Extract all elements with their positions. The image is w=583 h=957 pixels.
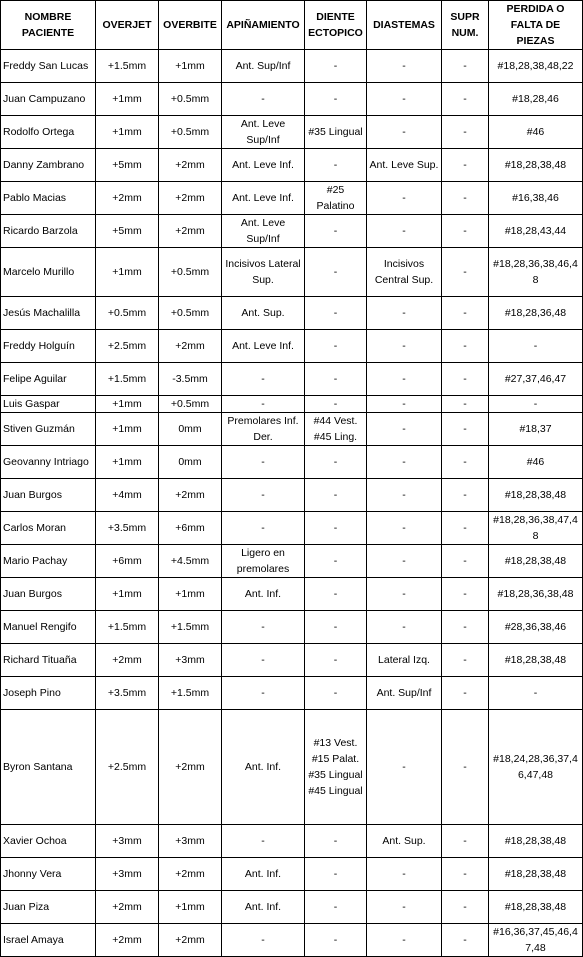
- perdida-cell: #16,36,37,45,46,47,48: [489, 924, 583, 957]
- overjet-cell: +1mm: [96, 396, 159, 413]
- perdida-cell: -: [489, 396, 583, 413]
- table-row: [1, 149, 583, 182]
- patient-name: Geovanny Intriago: [1, 446, 96, 479]
- table-row: [1, 446, 583, 479]
- overbite-cell: +2mm: [159, 858, 222, 891]
- ectopico-cell: -: [305, 363, 367, 396]
- ectopico-cell: #44 Vest. #45 Ling.: [305, 413, 367, 446]
- diastemas-cell: -: [367, 891, 442, 924]
- patient-name: Juan Campuzano: [1, 83, 96, 116]
- patient-name: Marcelo Murillo: [1, 248, 96, 297]
- perdida-cell: -: [489, 677, 583, 710]
- patient-name: Byron Santana: [1, 710, 96, 825]
- table-row: [1, 825, 583, 858]
- overbite-cell: +0.5mm: [159, 116, 222, 149]
- diastemas-cell: Lateral Izq.: [367, 644, 442, 677]
- overbite-cell: +2mm: [159, 924, 222, 957]
- overbite-cell: +1.5mm: [159, 677, 222, 710]
- patient-name: Jesús Machalilla: [1, 297, 96, 330]
- supr-cell: -: [442, 512, 489, 545]
- ectopico-cell: -: [305, 924, 367, 957]
- supr-cell: -: [442, 545, 489, 578]
- overjet-cell: +1mm: [96, 578, 159, 611]
- diastemas-cell: Ant. Leve Sup.: [367, 149, 442, 182]
- apinamiento-cell: -: [222, 924, 305, 957]
- overjet-cell: +1mm: [96, 248, 159, 297]
- header-apinamiento: APIÑAMIENTO: [222, 1, 305, 50]
- diastemas-cell: -: [367, 924, 442, 957]
- perdida-cell: #18,24,28,36,37,46,47,48: [489, 710, 583, 825]
- header-supr: SUPR NUM.: [442, 1, 489, 50]
- perdida-cell: #18,28,38,48: [489, 644, 583, 677]
- supr-cell: -: [442, 446, 489, 479]
- table-row: [1, 182, 583, 215]
- header-nombre: NOMBRE PACIENTE: [1, 1, 96, 50]
- patient-name: Felipe Aguilar: [1, 363, 96, 396]
- perdida-cell: #18,28,46: [489, 83, 583, 116]
- patient-name: Luis Gaspar: [1, 396, 96, 413]
- overjet-cell: +1.5mm: [96, 363, 159, 396]
- diastemas-cell: -: [367, 330, 442, 363]
- overbite-cell: +3mm: [159, 825, 222, 858]
- header-perdida: PERDIDA O FALTA DE PIEZAS: [489, 1, 583, 50]
- ectopico-cell: -: [305, 512, 367, 545]
- ectopico-cell: -: [305, 825, 367, 858]
- apinamiento-cell: Ant. Leve Inf.: [222, 182, 305, 215]
- overbite-cell: +2mm: [159, 710, 222, 825]
- diastemas-cell: -: [367, 611, 442, 644]
- supr-cell: -: [442, 578, 489, 611]
- diastemas-cell: -: [367, 710, 442, 825]
- ectopico-cell: -: [305, 479, 367, 512]
- apinamiento-cell: -: [222, 611, 305, 644]
- perdida-cell: #18,28,36,38,46,48: [489, 248, 583, 297]
- apinamiento-cell: -: [222, 825, 305, 858]
- patient-name: Juan Piza: [1, 891, 96, 924]
- overbite-cell: +3mm: [159, 644, 222, 677]
- patient-name: Israel Amaya: [1, 924, 96, 957]
- table-row: [1, 116, 583, 149]
- apinamiento-cell: -: [222, 396, 305, 413]
- overbite-cell: +1mm: [159, 578, 222, 611]
- perdida-cell: #16,38,46: [489, 182, 583, 215]
- ectopico-cell: -: [305, 446, 367, 479]
- table-row: [1, 644, 583, 677]
- perdida-cell: #27,37,46,47: [489, 363, 583, 396]
- overjet-cell: +4mm: [96, 479, 159, 512]
- patient-name: Rodolfo Ortega: [1, 116, 96, 149]
- diastemas-cell: -: [367, 215, 442, 248]
- overjet-cell: +1.5mm: [96, 611, 159, 644]
- table-row: [1, 50, 583, 83]
- overjet-cell: +1mm: [96, 413, 159, 446]
- patient-name: Carlos Moran: [1, 512, 96, 545]
- diastemas-cell: -: [367, 479, 442, 512]
- supr-cell: -: [442, 248, 489, 297]
- overbite-cell: 0mm: [159, 413, 222, 446]
- overjet-cell: +3mm: [96, 825, 159, 858]
- supr-cell: -: [442, 330, 489, 363]
- perdida-cell: #18,28,38,48: [489, 545, 583, 578]
- perdida-cell: #18,28,38,48: [489, 149, 583, 182]
- patient-name: Freddy San Lucas: [1, 50, 96, 83]
- apinamiento-cell: Ant. Inf.: [222, 858, 305, 891]
- overbite-cell: +0.5mm: [159, 83, 222, 116]
- overbite-cell: +6mm: [159, 512, 222, 545]
- header-diastemas: DIASTEMAS: [367, 1, 442, 50]
- supr-cell: -: [442, 479, 489, 512]
- apinamiento-cell: Ant. Inf.: [222, 578, 305, 611]
- supr-cell: -: [442, 83, 489, 116]
- patient-name: Danny Zambrano: [1, 149, 96, 182]
- perdida-cell: #46: [489, 446, 583, 479]
- ectopico-cell: #13 Vest. #15 Palat. #35 Lingual #45 Lingual: [305, 710, 367, 825]
- overbite-cell: +1.5mm: [159, 611, 222, 644]
- supr-cell: -: [442, 396, 489, 413]
- diastemas-cell: -: [367, 396, 442, 413]
- ectopico-cell: -: [305, 297, 367, 330]
- table-row: [1, 891, 583, 924]
- overbite-cell: +1mm: [159, 891, 222, 924]
- supr-cell: -: [442, 611, 489, 644]
- supr-cell: -: [442, 413, 489, 446]
- apinamiento-cell: -: [222, 479, 305, 512]
- ectopico-cell: -: [305, 677, 367, 710]
- diastemas-cell: -: [367, 116, 442, 149]
- patient-name: Ricardo Barzola: [1, 215, 96, 248]
- overbite-cell: +2mm: [159, 215, 222, 248]
- diastemas-cell: -: [367, 363, 442, 396]
- apinamiento-cell: Ant. Sup/Inf: [222, 50, 305, 83]
- table-row: [1, 545, 583, 578]
- ectopico-cell: #25 Palatino: [305, 182, 367, 215]
- overjet-cell: +2mm: [96, 182, 159, 215]
- supr-cell: -: [442, 116, 489, 149]
- apinamiento-cell: -: [222, 644, 305, 677]
- perdida-cell: #28,36,38,46: [489, 611, 583, 644]
- overbite-cell: +2mm: [159, 182, 222, 215]
- diastemas-cell: -: [367, 182, 442, 215]
- ectopico-cell: -: [305, 330, 367, 363]
- supr-cell: -: [442, 924, 489, 957]
- overjet-cell: +3.5mm: [96, 677, 159, 710]
- overbite-cell: -3.5mm: [159, 363, 222, 396]
- perdida-cell: #18,28,38,48: [489, 825, 583, 858]
- apinamiento-cell: -: [222, 446, 305, 479]
- overbite-cell: +2mm: [159, 330, 222, 363]
- supr-cell: -: [442, 363, 489, 396]
- patient-name: Richard Tituaña: [1, 644, 96, 677]
- table-row: [1, 710, 583, 825]
- ectopico-cell: -: [305, 50, 367, 83]
- ectopico-cell: -: [305, 644, 367, 677]
- diastemas-cell: -: [367, 297, 442, 330]
- overjet-cell: +2mm: [96, 924, 159, 957]
- patient-name: Mario Pachay: [1, 545, 96, 578]
- perdida-cell: #18,28,36,38,48: [489, 578, 583, 611]
- patient-name: Jhonny Vera: [1, 858, 96, 891]
- header-overbite: OVERBITE: [159, 1, 222, 50]
- overjet-cell: +6mm: [96, 545, 159, 578]
- supr-cell: -: [442, 858, 489, 891]
- overjet-cell: +0.5mm: [96, 297, 159, 330]
- overjet-cell: +2.5mm: [96, 330, 159, 363]
- apinamiento-cell: Ant. Leve Inf.: [222, 330, 305, 363]
- supr-cell: -: [442, 297, 489, 330]
- apinamiento-cell: -: [222, 363, 305, 396]
- perdida-cell: #18,28,36,48: [489, 297, 583, 330]
- apinamiento-cell: Premolares Inf. Der.: [222, 413, 305, 446]
- ectopico-cell: #35 Lingual: [305, 116, 367, 149]
- perdida-cell: #18,28,38,48: [489, 479, 583, 512]
- table-row: [1, 858, 583, 891]
- diastemas-cell: -: [367, 446, 442, 479]
- table-row: [1, 215, 583, 248]
- supr-cell: -: [442, 710, 489, 825]
- overjet-cell: +1mm: [96, 83, 159, 116]
- table-body: [1, 50, 583, 957]
- header-ectopico: DIENTE ECTOPICO: [305, 1, 367, 50]
- table-row: [1, 512, 583, 545]
- overjet-cell: +1mm: [96, 116, 159, 149]
- patient-name: Pablo Macias: [1, 182, 96, 215]
- table-row: [1, 924, 583, 957]
- header-row: [1, 1, 583, 50]
- apinamiento-cell: Ant. Inf.: [222, 710, 305, 825]
- table-row: [1, 479, 583, 512]
- perdida-cell: #18,28,36,38,47,48: [489, 512, 583, 545]
- apinamiento-cell: Ant. Inf.: [222, 891, 305, 924]
- table-row: [1, 363, 583, 396]
- perdida-cell: #18,28,38,48: [489, 891, 583, 924]
- patient-name: Juan Burgos: [1, 479, 96, 512]
- table-row: [1, 396, 583, 413]
- patient-name: Stiven Guzmán: [1, 413, 96, 446]
- supr-cell: -: [442, 825, 489, 858]
- ectopico-cell: -: [305, 83, 367, 116]
- apinamiento-cell: Incisivos Lateral Sup.: [222, 248, 305, 297]
- table-row: [1, 83, 583, 116]
- table-row: [1, 677, 583, 710]
- perdida-cell: #18,37: [489, 413, 583, 446]
- overbite-cell: +0.5mm: [159, 297, 222, 330]
- apinamiento-cell: -: [222, 83, 305, 116]
- overbite-cell: 0mm: [159, 446, 222, 479]
- overjet-cell: +1.5mm: [96, 50, 159, 83]
- overbite-cell: +2mm: [159, 149, 222, 182]
- supr-cell: -: [442, 149, 489, 182]
- apinamiento-cell: Ant. Sup.: [222, 297, 305, 330]
- perdida-cell: #18,28,38,48: [489, 858, 583, 891]
- ectopico-cell: -: [305, 396, 367, 413]
- diastemas-cell: Incisivos Central Sup.: [367, 248, 442, 297]
- overjet-cell: +5mm: [96, 215, 159, 248]
- perdida-cell: #18,28,38,48,22: [489, 50, 583, 83]
- header-overjet: OVERJET: [96, 1, 159, 50]
- diastemas-cell: -: [367, 83, 442, 116]
- table-row: [1, 413, 583, 446]
- overbite-cell: +4.5mm: [159, 545, 222, 578]
- ectopico-cell: -: [305, 545, 367, 578]
- supr-cell: -: [442, 677, 489, 710]
- perdida-cell: -: [489, 330, 583, 363]
- apinamiento-cell: Ant. Leve Sup/Inf: [222, 116, 305, 149]
- overjet-cell: +5mm: [96, 149, 159, 182]
- supr-cell: -: [442, 182, 489, 215]
- overjet-cell: +1mm: [96, 446, 159, 479]
- diastemas-cell: Ant. Sup.: [367, 825, 442, 858]
- table-row: [1, 248, 583, 297]
- diastemas-cell: -: [367, 545, 442, 578]
- patient-name: Joseph Pino: [1, 677, 96, 710]
- overjet-cell: +3.5mm: [96, 512, 159, 545]
- overbite-cell: +0.5mm: [159, 248, 222, 297]
- overbite-cell: +1mm: [159, 50, 222, 83]
- patient-name: Xavier Ochoa: [1, 825, 96, 858]
- ectopico-cell: -: [305, 215, 367, 248]
- apinamiento-cell: -: [222, 677, 305, 710]
- patient-name: Manuel Rengifo: [1, 611, 96, 644]
- diastemas-cell: -: [367, 512, 442, 545]
- overbite-cell: +0.5mm: [159, 396, 222, 413]
- table-row: [1, 578, 583, 611]
- diastemas-cell: Ant. Sup/Inf: [367, 677, 442, 710]
- ectopico-cell: -: [305, 858, 367, 891]
- diastemas-cell: -: [367, 858, 442, 891]
- overjet-cell: +3mm: [96, 858, 159, 891]
- table-row: [1, 330, 583, 363]
- ectopico-cell: -: [305, 611, 367, 644]
- patient-name: Juan Burgos: [1, 578, 96, 611]
- supr-cell: -: [442, 644, 489, 677]
- ectopico-cell: -: [305, 891, 367, 924]
- overbite-cell: +2mm: [159, 479, 222, 512]
- apinamiento-cell: Ligero en premolares: [222, 545, 305, 578]
- perdida-cell: #18,28,43,44: [489, 215, 583, 248]
- overjet-cell: +2mm: [96, 644, 159, 677]
- supr-cell: -: [442, 891, 489, 924]
- table-row: [1, 297, 583, 330]
- diastemas-cell: -: [367, 50, 442, 83]
- apinamiento-cell: Ant. Leve Inf.: [222, 149, 305, 182]
- table-row: [1, 611, 583, 644]
- apinamiento-cell: -: [222, 512, 305, 545]
- supr-cell: -: [442, 215, 489, 248]
- patient-name: Freddy Holguín: [1, 330, 96, 363]
- diastemas-cell: -: [367, 413, 442, 446]
- diastemas-cell: -: [367, 578, 442, 611]
- supr-cell: -: [442, 50, 489, 83]
- ectopico-cell: -: [305, 578, 367, 611]
- apinamiento-cell: Ant. Leve Sup/Inf: [222, 215, 305, 248]
- ectopico-cell: -: [305, 248, 367, 297]
- perdida-cell: #46: [489, 116, 583, 149]
- overjet-cell: +2mm: [96, 891, 159, 924]
- ectopico-cell: -: [305, 149, 367, 182]
- overjet-cell: +2.5mm: [96, 710, 159, 825]
